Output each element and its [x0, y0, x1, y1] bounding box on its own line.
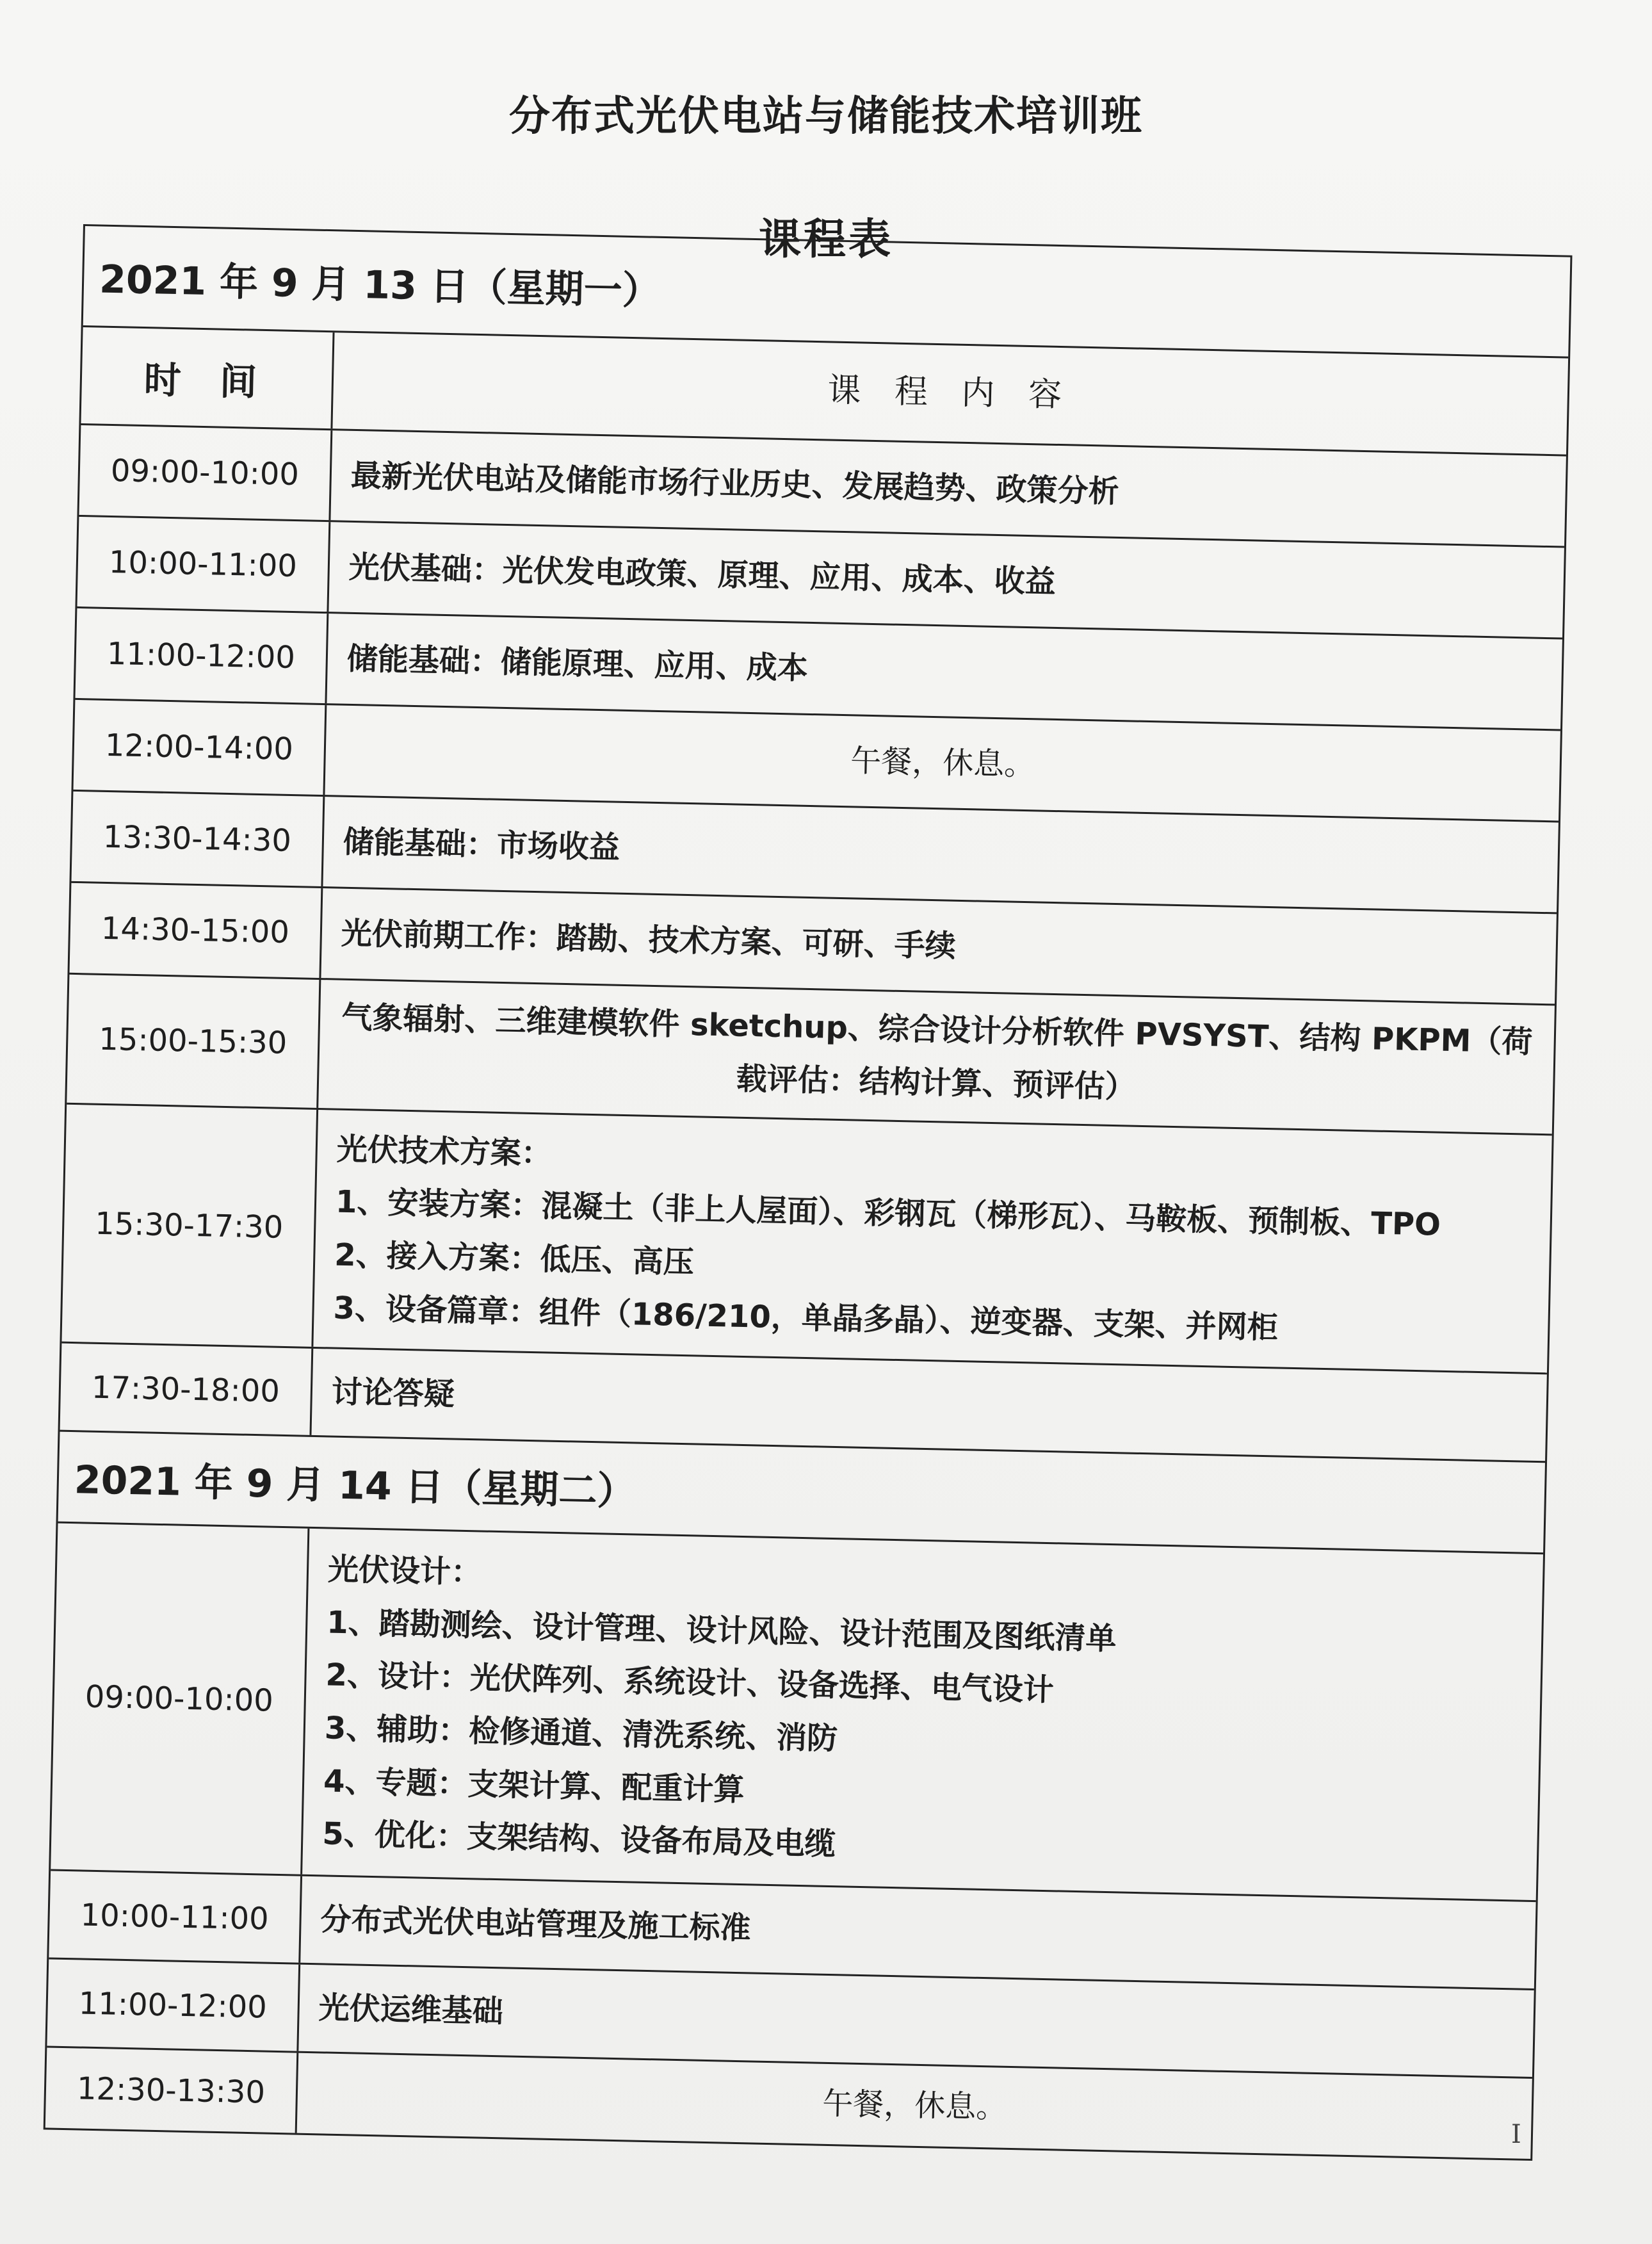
session-time: 11:00-12:00 — [76, 608, 329, 703]
session-line: 光伏运维基础 — [318, 1990, 504, 2030]
session-line: 午餐，休息。 — [850, 743, 1035, 783]
session-time: 10:00-11:00 — [77, 517, 330, 612]
session-line: 2、设计：光伏阵列、系统设计、设备选择、电气设计 — [325, 1657, 1055, 1709]
session-line: 1、踏勘测绘、设计管理、设计风险、设计范围及图纸清单 — [326, 1604, 1117, 1657]
session-line: 载评估：结构计算、预评估） — [736, 1061, 1137, 1105]
session-time: 12:30-13:30 — [45, 2047, 299, 2133]
document-subtitle: 课程表 — [759, 215, 893, 264]
day2-date-header: 2021 年 9 月 14 日（星期二） — [58, 1432, 1545, 1555]
content-column-header: 课 程 内 容 — [827, 371, 1074, 415]
session-line: 午餐，休息。 — [822, 2086, 1007, 2126]
session-time: 15:30-17:30 — [61, 1105, 318, 1347]
page-number: I — [1511, 2120, 1521, 2149]
session-time: 09:00-10:00 — [51, 1524, 309, 1874]
session-line: 储能基础：储能原理、应用、成本 — [346, 640, 809, 687]
day1-date-header: 2021 年 9 月 13 日（星期一） — [83, 226, 1571, 359]
session-time: 11:00-12:00 — [47, 1959, 300, 2051]
session-line: 光伏设计： — [327, 1551, 482, 1591]
session-line: 3、设备篇章：组件（186/210，单晶多晶）、逆变器、支架、并网柜 — [333, 1290, 1279, 1346]
session-line: 4、专题：支架计算、配重计算 — [323, 1762, 745, 1808]
session-content — [318, 980, 1555, 1134]
session-line: 光伏技术方案： — [336, 1131, 553, 1172]
session-line: 讨论答疑 — [331, 1374, 455, 1413]
schedule-table — [44, 224, 1573, 2161]
session-time: 12:00-14:00 — [74, 700, 327, 795]
session-content — [302, 1529, 1543, 1900]
table-row — [51, 1524, 1543, 1902]
session-content — [313, 1110, 1551, 1372]
session-line: 1、安装方案：混凝土（非上人屋面）、彩钢瓦（梯形瓦）、马鞍板、预制板、TPO — [335, 1184, 1441, 1244]
session-time: 13:30-14:30 — [72, 792, 325, 886]
session-time: 09:00-10:00 — [79, 425, 332, 520]
table-row — [61, 1105, 1551, 1375]
session-time: 14:30-15:00 — [70, 883, 323, 978]
time-column-header: 时 间 — [81, 327, 334, 428]
session-line: 分布式光伏电站管理及施工标准 — [320, 1901, 752, 1947]
session-line: 3、辅助：检修通道、清洗系统、消防 — [324, 1710, 838, 1757]
session-line: 5、优化：支架结构、设备布局及电缆 — [321, 1816, 836, 1863]
session-line: 光伏前期工作：踏勘、技术方案、可研、手续 — [341, 915, 957, 964]
session-line: 2、接入方案：低压、高压 — [334, 1237, 695, 1281]
session-line: 储能基础：市场收益 — [343, 824, 620, 866]
session-line: 最新光伏电站及储能市场行业历史、发展趋势、政策分析 — [350, 457, 1120, 510]
session-line: 光伏基础：光伏发电政策、原理、应用、成本、收益 — [348, 549, 1057, 600]
document-title: 分布式光伏电站与储能技术培训班 — [509, 93, 1143, 140]
session-line: 气象辐射、三维建模软件 sketchup、综合设计分析软件 PVSYST、结构 PKPM（荷 — [341, 1000, 1533, 1061]
session-time: 15:00-15:30 — [67, 975, 321, 1108]
session-time: 10:00-11:00 — [49, 1871, 302, 1962]
session-time: 17:30-18:00 — [60, 1344, 314, 1435]
